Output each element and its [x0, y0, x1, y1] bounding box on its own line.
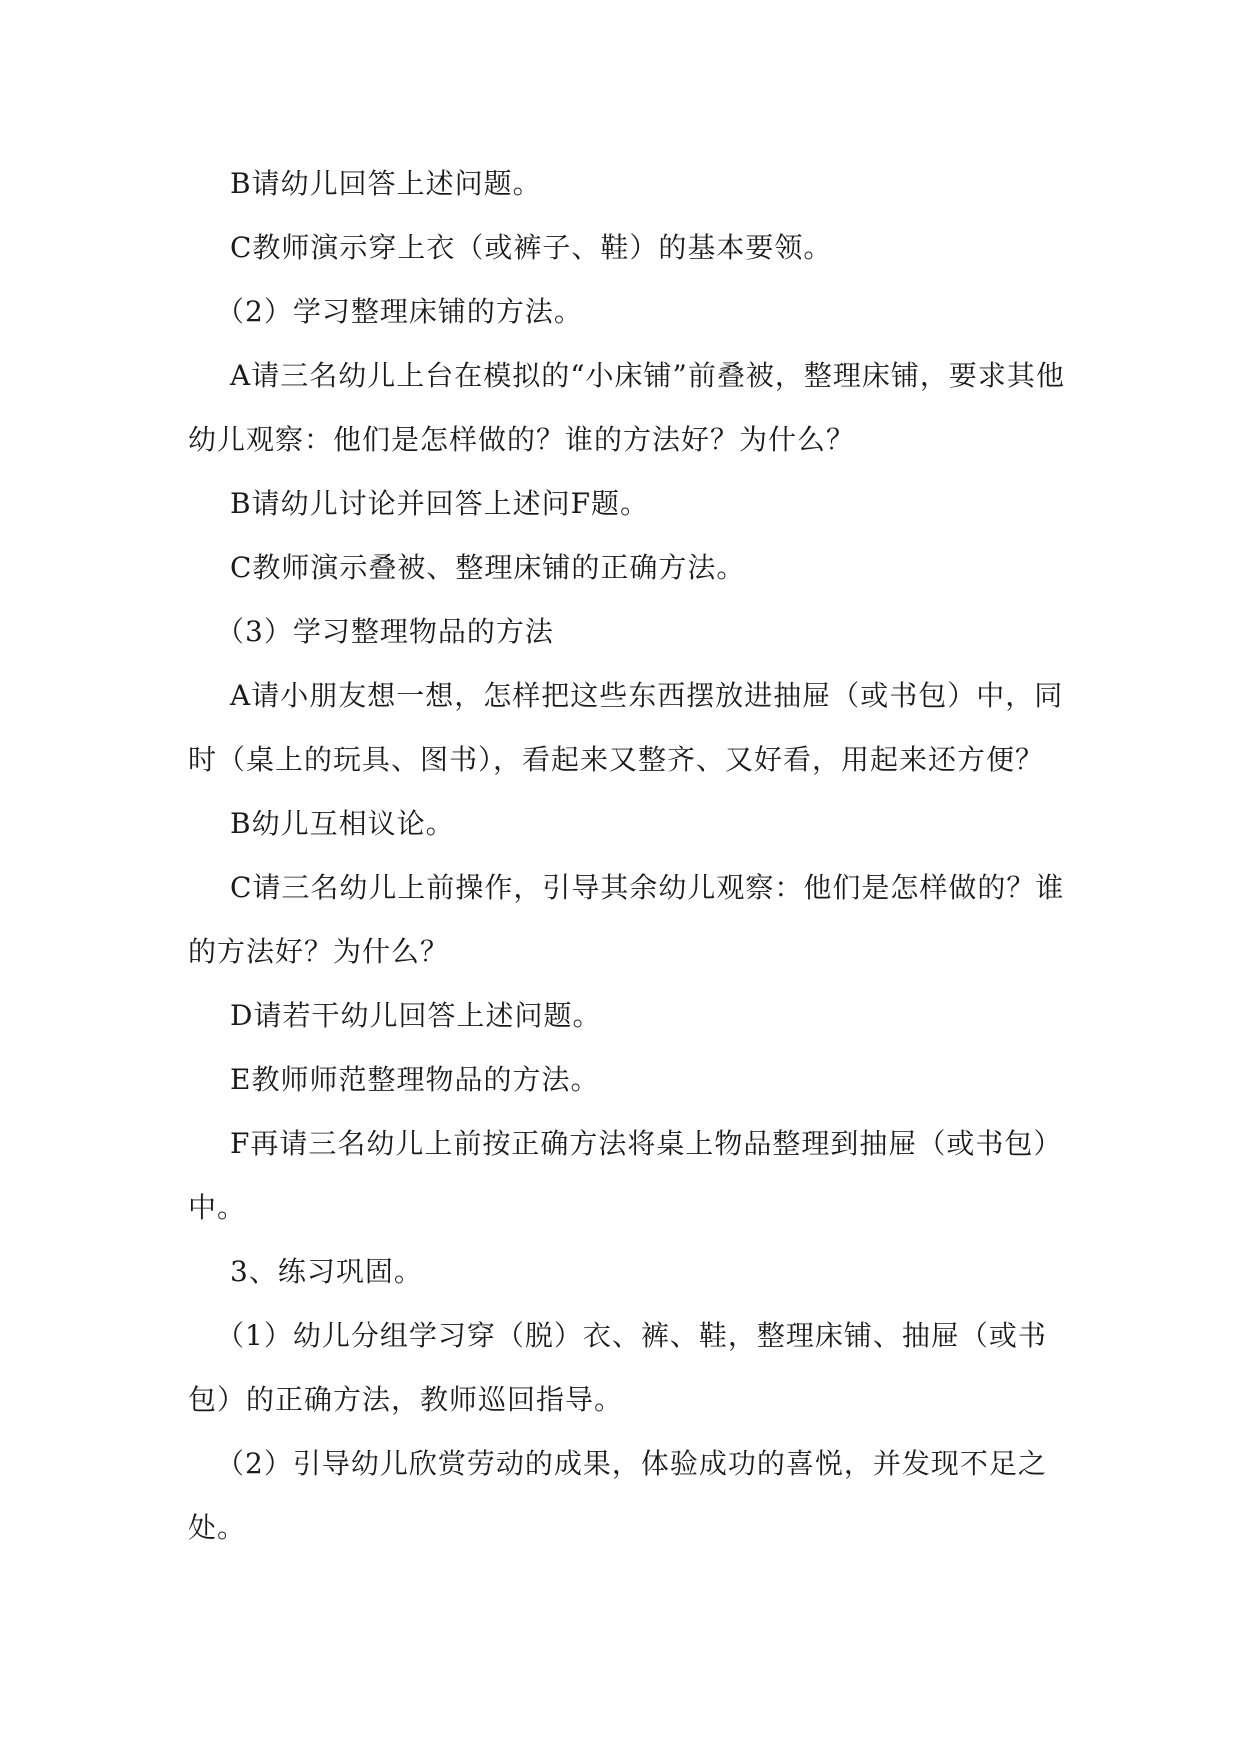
- paragraph-c-demo-bed: C教师演示叠被、整理床铺的正确方法。: [230, 551, 746, 584]
- paragraph-e-demo-items: E教师师范整理物品的方法。: [230, 1063, 600, 1096]
- paragraph-practice-2: （2）引导幼儿欣赏劳动的成果，体验成功的喜悦，并发现不足之处。: [188, 1447, 1047, 1544]
- paragraph-f-tidy: F再请三名幼儿上前按正确方法将桌上物品整理到抽屉（或书包）中。: [188, 1127, 1063, 1224]
- paragraph-b-answer: B请幼儿回答上述问题。: [230, 167, 542, 200]
- paragraph-d-answer: D请若干幼儿回答上述问题。: [230, 999, 602, 1032]
- paragraph-a-fold-quilt: A请三名幼儿上台在模拟的“小床铺”前叠被，整理床铺，要求其他幼儿观察：他们是怎样做的？谁的方法好？为什么？: [188, 359, 1065, 456]
- paragraph-a-think: A请小朋友想一想，怎样把这些东西摆放进抽屉（或书包）中，同时（桌上的玩具、图书），看起来又整齐、又好看，用起来还方便？: [188, 679, 1064, 776]
- paragraph-section-3: （3）学习整理物品的方法: [216, 615, 554, 648]
- paragraph-b-discuss: B请幼儿讨论并回答上述问F题。: [230, 487, 650, 520]
- paragraph-section-2: （2）学习整理床铺的方法。: [216, 295, 583, 328]
- paragraph-c-demo-dressing: C教师演示穿上衣（或裤子、鞋）的基本要领。: [230, 231, 833, 264]
- paragraph-practice-heading: 3、练习巩固。: [230, 1255, 423, 1288]
- paragraph-c-operate: C请三名幼儿上前操作，引导其余幼儿观察：他们是怎样做的？谁的方法好？为什么？: [188, 871, 1065, 968]
- paragraph-practice-1: （1）幼儿分组学习穿（脱）衣、裤、鞋，整理床铺、抽屉（或书包）的正确方法，教师巡回指导。: [188, 1319, 1047, 1416]
- document-body: [188, 152, 1068, 1560]
- paragraph-b-discuss-each: B幼儿互相议论。: [230, 807, 455, 840]
